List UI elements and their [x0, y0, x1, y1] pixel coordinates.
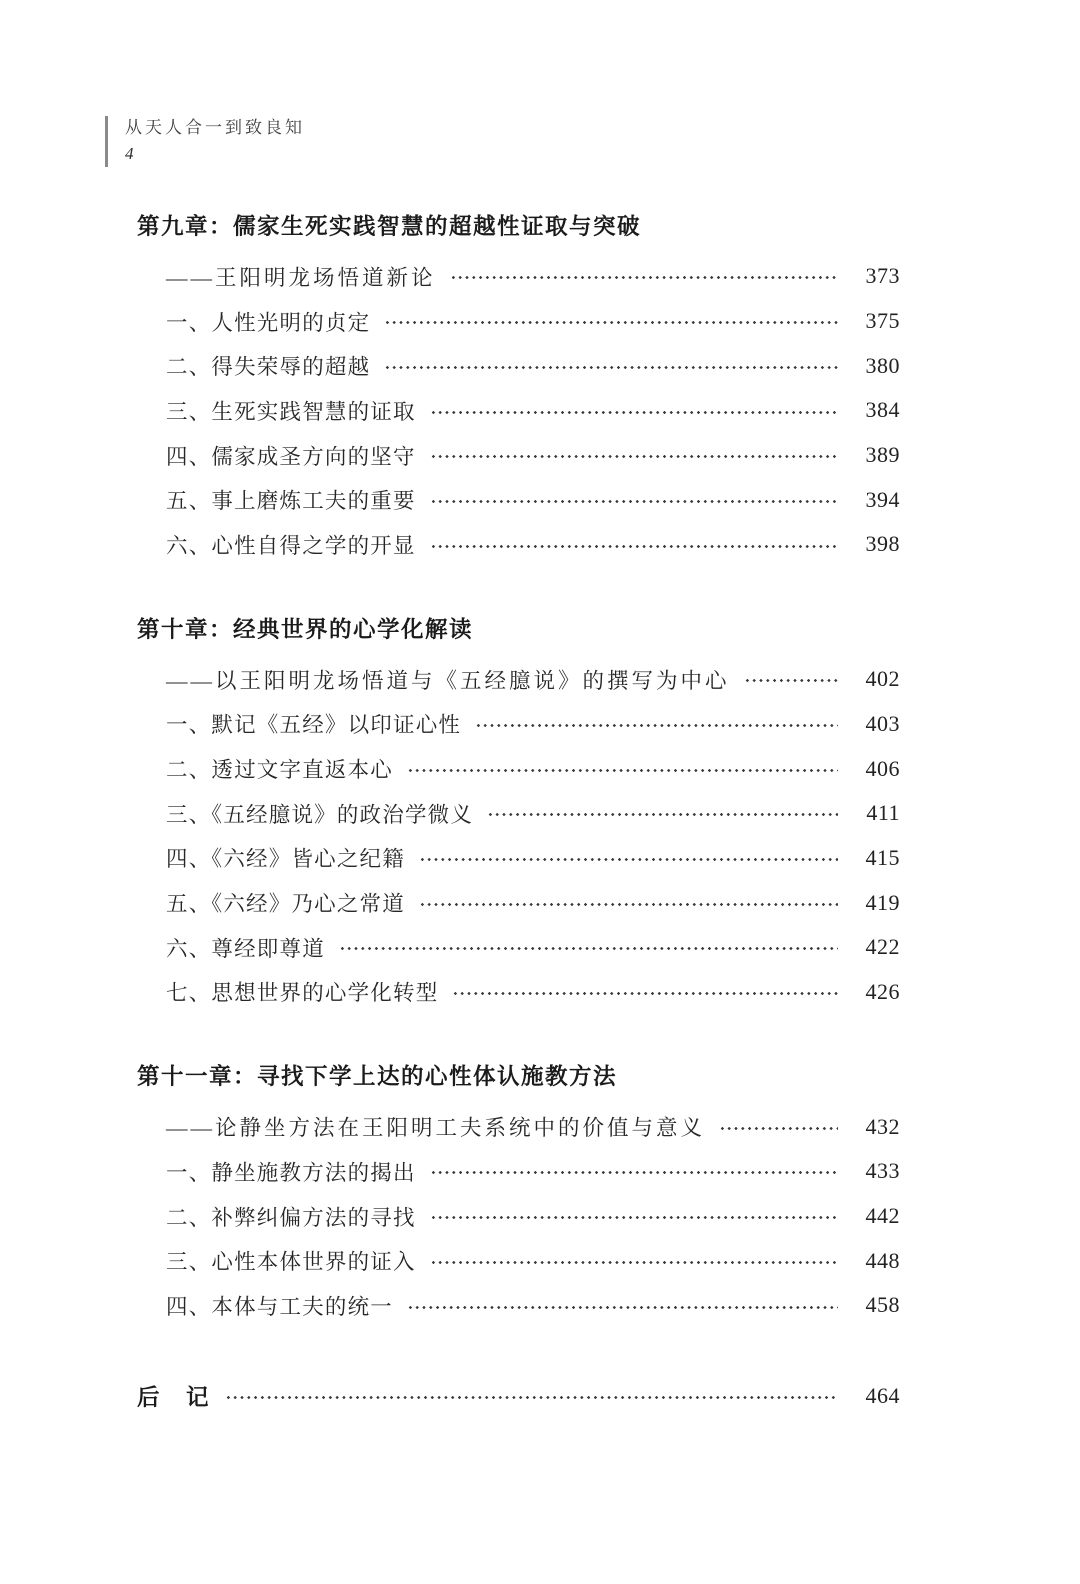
dot-leader: [339, 925, 838, 970]
toc-item-page: 380: [865, 352, 900, 378]
toc-row: [137, 970, 900, 1015]
dot-leader: [419, 880, 838, 925]
chapter-block: [137, 1056, 900, 1327]
toc-item-page: 411: [866, 800, 900, 826]
toc-item-label: 一、静坐施教方法的揭出: [166, 1160, 416, 1185]
toc-item-page: 406: [865, 755, 900, 781]
dot-leader: [487, 791, 838, 836]
toc-row: [137, 702, 900, 747]
dot-leader: [744, 657, 838, 702]
toc-item-page: 415: [865, 844, 900, 870]
toc-item-label: 六、心性自得之学的开显: [166, 533, 416, 558]
dot-leader: [719, 1104, 838, 1149]
toc-item-label: ——论静坐方法在王阳明工夫系统中的价值与意义: [166, 1116, 706, 1141]
toc-item-label: 二、得失荣辱的超越: [166, 355, 371, 380]
dot-leader: [430, 1149, 838, 1194]
afterword-row: [137, 1374, 900, 1419]
chapter-block: [137, 206, 900, 567]
toc-item-label: ——以王阳明龙场悟道与《五经臆说》的撰写为中心: [166, 668, 730, 693]
toc-item-page: 419: [865, 889, 900, 915]
toc-item-page: 464: [865, 1383, 900, 1409]
dot-leader: [384, 299, 838, 344]
toc-item-label: 三、心性本体世界的证入: [166, 1250, 416, 1275]
toc-item-label: 二、透过文字直返本心: [166, 758, 394, 783]
toc-row: [137, 925, 900, 970]
toc-item-label: 六、尊经即尊道: [166, 936, 325, 961]
toc-row: [137, 343, 900, 388]
dot-leader: [430, 1238, 838, 1283]
toc-item-label: 二、补弊纠偏方法的寻找: [166, 1205, 416, 1230]
toc-row: [137, 746, 900, 791]
dot-leader: [450, 254, 838, 299]
toc-row: [137, 522, 900, 567]
toc-item-label: 一、默记《五经》以印证心性: [166, 713, 462, 738]
toc-item-label: 一、人性光明的贞定: [166, 310, 371, 335]
toc-item-page: 433: [865, 1158, 900, 1184]
toc-item-page: 389: [865, 442, 900, 468]
chapter-items: [137, 657, 900, 1015]
chapter-title: 第九章：儒家生死实践智慧的超越性证取与突破: [137, 214, 642, 239]
dot-leader: [430, 433, 838, 478]
dot-leader: [384, 343, 838, 388]
toc-item-label: 后 记: [137, 1385, 211, 1411]
toc-item-page: 432: [865, 1113, 900, 1139]
chapter-title: 第十章：经典世界的心学化解读: [137, 616, 474, 642]
toc-row: [137, 657, 900, 702]
toc-row: [137, 388, 900, 433]
toc-item-page: 384: [865, 397, 900, 423]
toc-row: [137, 1149, 900, 1194]
dot-leader: [430, 388, 838, 433]
chapter-items: [137, 254, 900, 567]
toc-item-page: 373: [865, 263, 900, 289]
page-number: 4: [125, 144, 134, 163]
toc-row: [137, 299, 900, 344]
toc-row: [137, 433, 900, 478]
dot-leader: [407, 746, 838, 791]
toc-item-page: 398: [865, 531, 900, 557]
dot-leader: [430, 522, 838, 567]
toc-item-label: 四、本体与工夫的统一: [166, 1294, 394, 1319]
toc-item-page: 375: [865, 308, 900, 334]
toc-item-page: 448: [865, 1247, 900, 1273]
table-of-contents: [137, 206, 900, 1418]
chapter-block: [137, 609, 900, 1015]
toc-item-page: 422: [865, 934, 900, 960]
toc-item-page: 426: [865, 978, 900, 1004]
book-title: 从天人合一到致良知: [125, 118, 305, 137]
toc-item-page: 403: [865, 710, 900, 736]
toc-row: [137, 254, 900, 299]
toc-row: [137, 1238, 900, 1283]
dot-leader: [430, 477, 838, 522]
toc-item-label: 七、思想世界的心学化转型: [166, 981, 439, 1006]
toc-row: [137, 1283, 900, 1328]
toc-item-label: 四、《六经》皆心之纪籍: [166, 847, 405, 872]
chapter-title: 第十一章：寻找下学上达的心性体认施教方法: [137, 1064, 618, 1090]
chapter-items: [137, 1104, 900, 1327]
toc-row: [137, 791, 900, 836]
toc-row: [137, 477, 900, 522]
page-header: [105, 116, 305, 167]
dot-leader: [419, 836, 838, 881]
dot-leader: [407, 1283, 838, 1328]
toc-item-page: 442: [865, 1203, 900, 1229]
toc-row: [137, 836, 900, 881]
toc-row: [137, 880, 900, 925]
toc-item-page: 402: [865, 666, 900, 692]
toc-item-page: 394: [865, 486, 900, 512]
toc-item-page: 458: [865, 1292, 900, 1318]
toc-item-label: 四、儒家成圣方向的坚守: [166, 444, 416, 469]
dot-leader: [475, 702, 838, 747]
toc-item-label: ——王阳明龙场悟道新论: [166, 265, 436, 290]
toc-item-label: 三、生死实践智慧的证取: [166, 399, 416, 424]
toc-item-label: 三、《五经臆说》的政治学微义: [166, 802, 474, 827]
dot-leader: [452, 970, 838, 1015]
toc-item-label: 五、《六经》乃心之常道: [166, 892, 405, 917]
dot-leader: [225, 1374, 838, 1419]
dot-leader: [430, 1194, 838, 1239]
toc-row: [137, 1194, 900, 1239]
toc-item-label: 五、事上磨炼工夫的重要: [166, 489, 416, 514]
toc-row: [137, 1104, 900, 1149]
